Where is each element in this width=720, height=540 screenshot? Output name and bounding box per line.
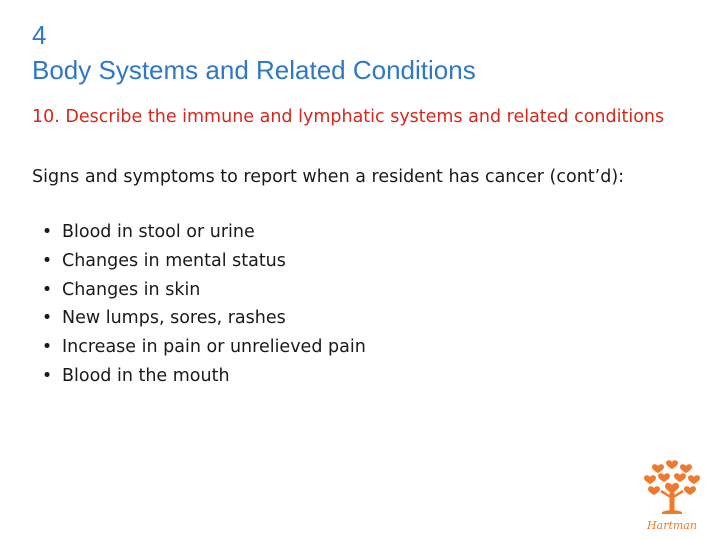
chapter-title: Body Systems and Related Conditions: [32, 55, 476, 85]
learning-objective: 10. Describe the immune and lymphatic systems and related conditions: [32, 107, 665, 127]
list-item-text: Blood in stool or urine: [62, 222, 255, 242]
bullet-icon: •: [41, 337, 53, 358]
chapter-number: 4: [32, 20, 47, 50]
hartman-logo: [640, 456, 704, 536]
intro-text: Signs and symptoms to report when a resident has cancer (cont’d):: [32, 167, 625, 187]
logo-wordmark: Hartman: [647, 519, 697, 532]
bullet-icon: •: [41, 308, 53, 329]
list-item: [32, 362, 366, 391]
list-item-text: New lumps, sores, rashes: [62, 308, 286, 329]
list-item-text: Changes in skin: [62, 279, 201, 300]
list-item: [32, 218, 366, 247]
list-item-text: Increase in pain or unrelieved pain: [62, 337, 366, 358]
list-item: [32, 333, 366, 362]
list-item: [32, 247, 366, 276]
list-item-text: Changes in mental status: [62, 250, 286, 271]
bullet-icon: •: [41, 279, 53, 300]
bullet-icon: •: [41, 222, 53, 242]
heart-tree-logo-icon: [640, 456, 704, 536]
symptom-list: [32, 218, 366, 391]
list-item: [32, 276, 366, 305]
list-item: [32, 304, 366, 333]
list-item-text: Blood in the mouth: [62, 365, 230, 386]
bullet-icon: •: [41, 365, 53, 386]
bullet-icon: •: [41, 250, 53, 271]
